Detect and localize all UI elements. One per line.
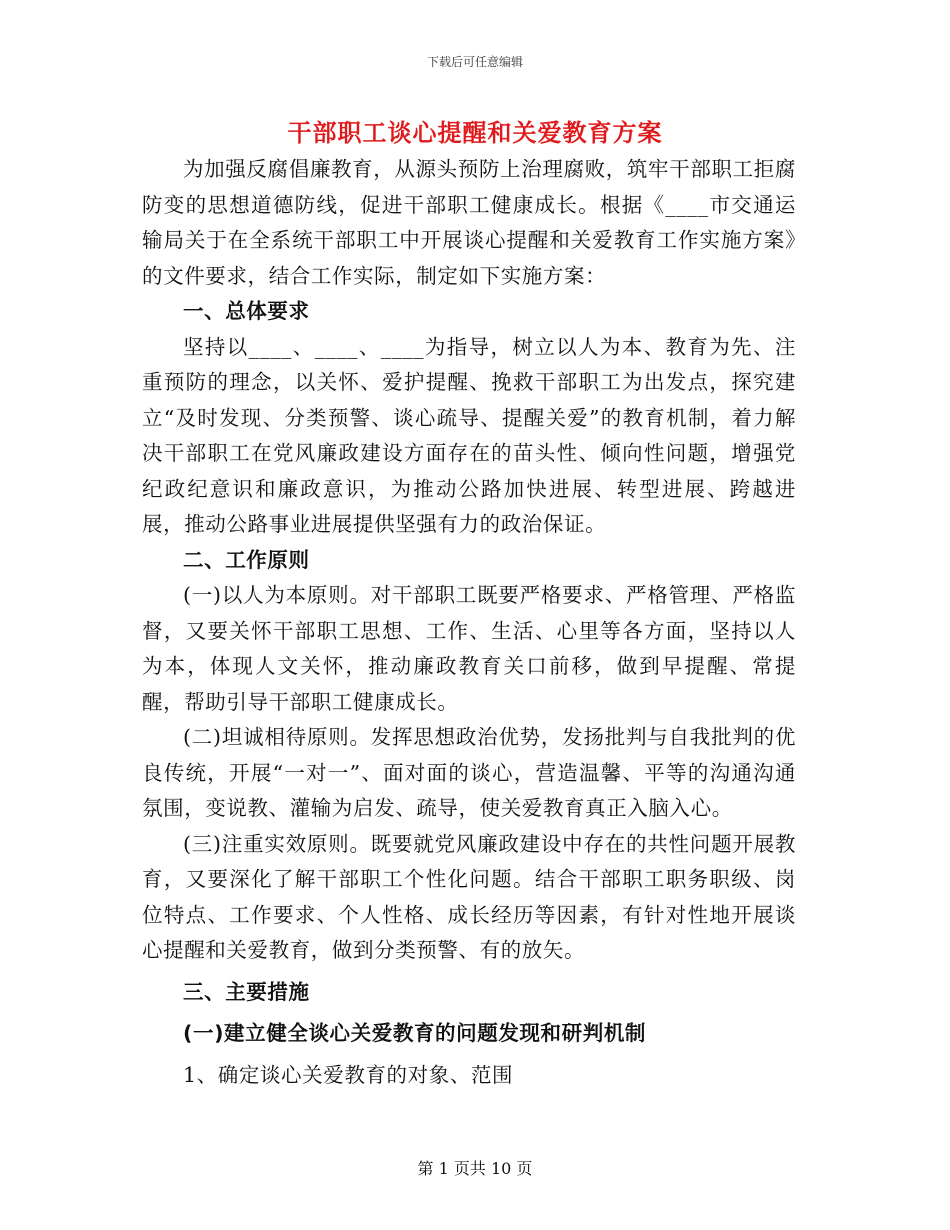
section-heading-1: 一、总体要求	[183, 299, 310, 323]
document-title: 干部职工谈心提醒和关爱教育方案	[287, 119, 663, 147]
section-3-subheading: (一)建立健全谈心关爱教育的问题发现和研判机制	[183, 1021, 647, 1045]
principle-paragraph-2: (二)坦诚相待原则。发挥思想政治优势，发扬批判与自我批判的优良传统，开展“一对一”、面对面的谈心，营造温馨、平等的沟通沟通氛围，变说教、灌输为启发、疏导，使关爱教育真正入脑入心。	[142, 725, 796, 820]
principle-paragraph-3: (三)注重实效原则。既要就党风廉政建设中存在的共性问题开展教育，又要深化了解干部职工个性化问题。结合干部职工职务职级、岗位特点、工作要求、个人性格、成长经历等因素，有针对性地开展谈心提醒和关爱教育，做到分类预警、有的放矢。	[142, 831, 796, 962]
section-1-paragraph: 坚持以____、____、____为指导，树立以人为本、教育为先、注重预防的理念，以关怀、爱护提醒、挽救干部职工为出发点，探究建立“及时发现、分类预警、谈心疏导、提醒关爱”的教育机制，着力解决干部职工在党风廉政建设方面存在的苗头性、倾向性问题，增强党纪政纪意识和廉政意识，为推动公路加快进展、转型进展、跨越进展，推动公路事业进展提供坚强有力的政治保证。	[142, 334, 796, 536]
section-3-item-1: 1、确定谈心关爱教育的对象、范围	[183, 1062, 514, 1087]
section-heading-2: 二、工作原则	[183, 547, 310, 572]
page-number: 第 1 页共 10 页	[417, 1159, 533, 1178]
document-body	[142, 152, 796, 1093]
header-note: 下载后可任意编辑	[426, 55, 523, 69]
section-heading-3: 三、主要措施	[183, 979, 310, 1004]
principle-paragraph-1: (一)以人为本原则。对干部职工既要严格要求、严格管理、严格监督，又要关怀干部职工思想、工作、生活、心里等各方面，坚持以人为本，体现人文关怀，推动廉政教育关口前移，做到早提醒、常提醒，帮助引导干部职工健康成长。	[142, 583, 796, 714]
intro-paragraph: 为加强反腐倡廉教育，从源头预防上治理腐败，筑牢干部职工拒腐防变的思想道德防线，促进干部职工健康成长。根据《____市交通运输局关于在全系统干部职工中开展谈心提醒和关爱教育工作实施方案》的文件要求，结合工作实际，制定如下实施方案：	[142, 157, 796, 288]
